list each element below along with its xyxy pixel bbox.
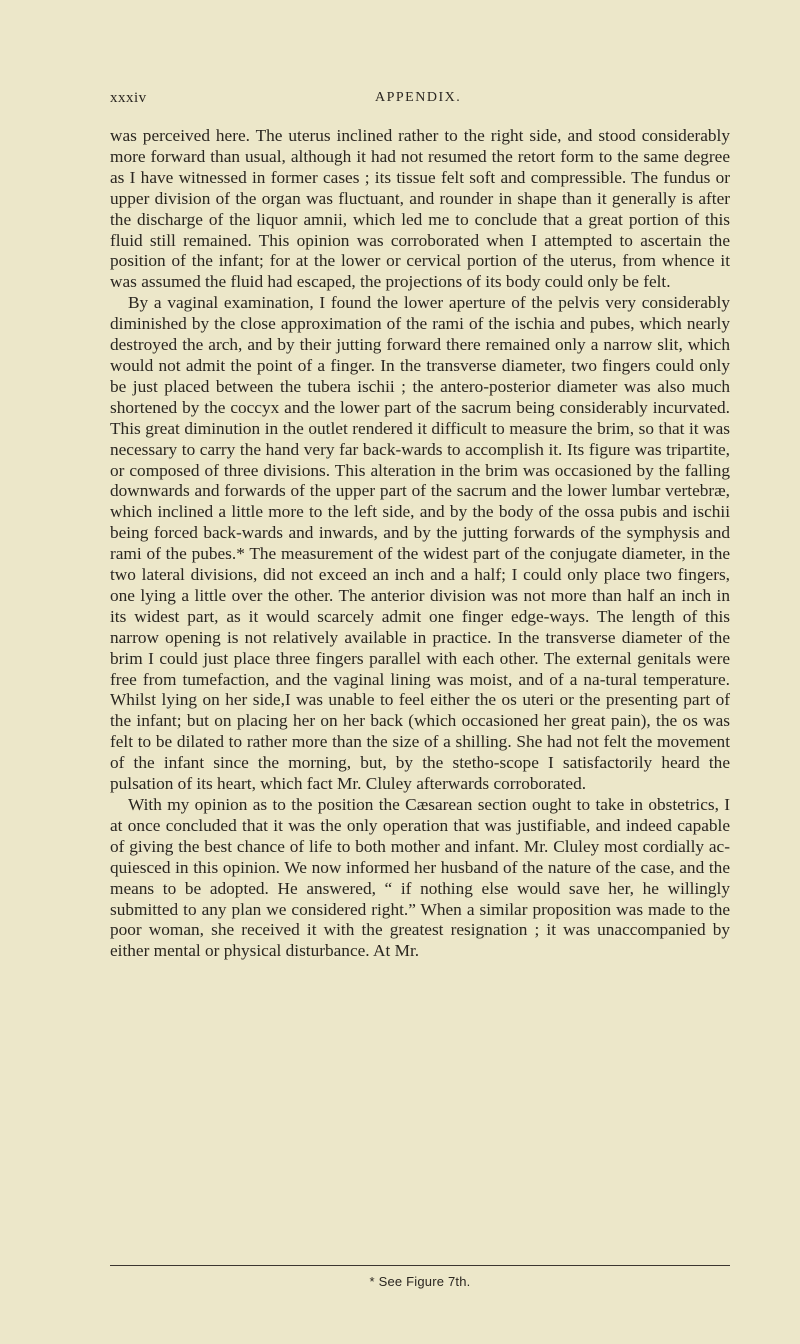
body-text <box>110 126 730 962</box>
page-number: xxxiv <box>110 90 147 106</box>
paragraph: By a vaginal examination, I found the lower aperture of the pelvis very considerably diminished by the close approximation of the rami of the ischia and pubes, which nearly destroyed the arch, and by their jutting forward there remained only a narrow slit, which would not admit the point of a finger. In the transverse diameter, two fingers could only be just placed between the tubera ischii ; the antero-posterior diameter was also much shortened by the coccyx and the lower part of the sacrum being considerably incurvated. This great diminution in the outlet rendered it difficult to measure the brim, so that it was necessary to carry the hand very far back-wards to accomplish it. Its figure was tripartite, or composed of three divisions. This alteration in the brim was occasioned by the falling downwards and forwards of the upper part of the sacrum and the lower lumbar vertebræ, which inclined a little more to the left side, and by the body of the ossa pubis and ischii being forced back-wards and inwards, and by the jutting forwards of the symphysis and rami of the pubes.* The measurement of the widest part of the conjugate diameter, in the two lateral divisions, did not exceed an inch and a half; I could only place two fingers, one lying a little over the other. The anterior division was not more than half an inch in its widest part, as it would scarcely admit one finger edge-ways. The length of this narrow opening is not relatively available in practice. In the transverse diameter of the brim I could just place three fingers parallel with each other. The external genitals were free from tumefaction, and the vaginal lining was moist, and of a na-tural temperature. Whilst lying on her side,I was unable to feel either the os uteri or the presenting part of the infant; but on placing her on her back (which occasioned her great pain), the os was felt to be dilated to rather more than the size of a shilling. She had not felt the movement of the infant since the morning, but, by the stetho-scope I satisfactorily heard the pulsation of its heart, which fact Mr. Cluley afterwards corroborated. <box>110 293 730 794</box>
paragraph: was perceived here. The uterus inclined rather to the right side, and stood considerably more forward than usual, although it had not resumed the retort form to the same degree as I have witnessed in former cases ; its tissue felt soft and compressible. The fundus or upper division of the organ was fluctuant, and rounder in shape than it generally is after the discharge of the liquor amnii, which led me to conclude that a great portion of this fluid still remained. This opinion was corroborated when I attempted to ascertain the position of the infant; for at the lower or cervical portion of the uterus, from whence it was assumed the fluid had escaped, the projections of its body could only be felt. <box>110 126 730 292</box>
page-header <box>110 90 730 110</box>
footnote-rule <box>110 1265 730 1266</box>
paragraph: With my opinion as to the position the Cæsarean section ought to take in obstetrics, I at once concluded that it was the only operation that was justifiable, and indeed capable of giving the best chance of life to both mother and infant. Mr. Cluley most cordially ac-quiesced in this opinion. We now informed her husband of the nature of the case, and the means to be adopted. He answered, “ if nothing else would save her, he willingly submitted to any plan we considered right.” When a similar proposition was made to the poor woman, she received it with the greatest resignation ; it was unaccompanied by either mental or physical disturbance. At Mr. <box>110 795 730 961</box>
footnote: * See Figure 7th. <box>369 1274 471 1289</box>
running-head: APPENDIX. <box>375 90 462 105</box>
